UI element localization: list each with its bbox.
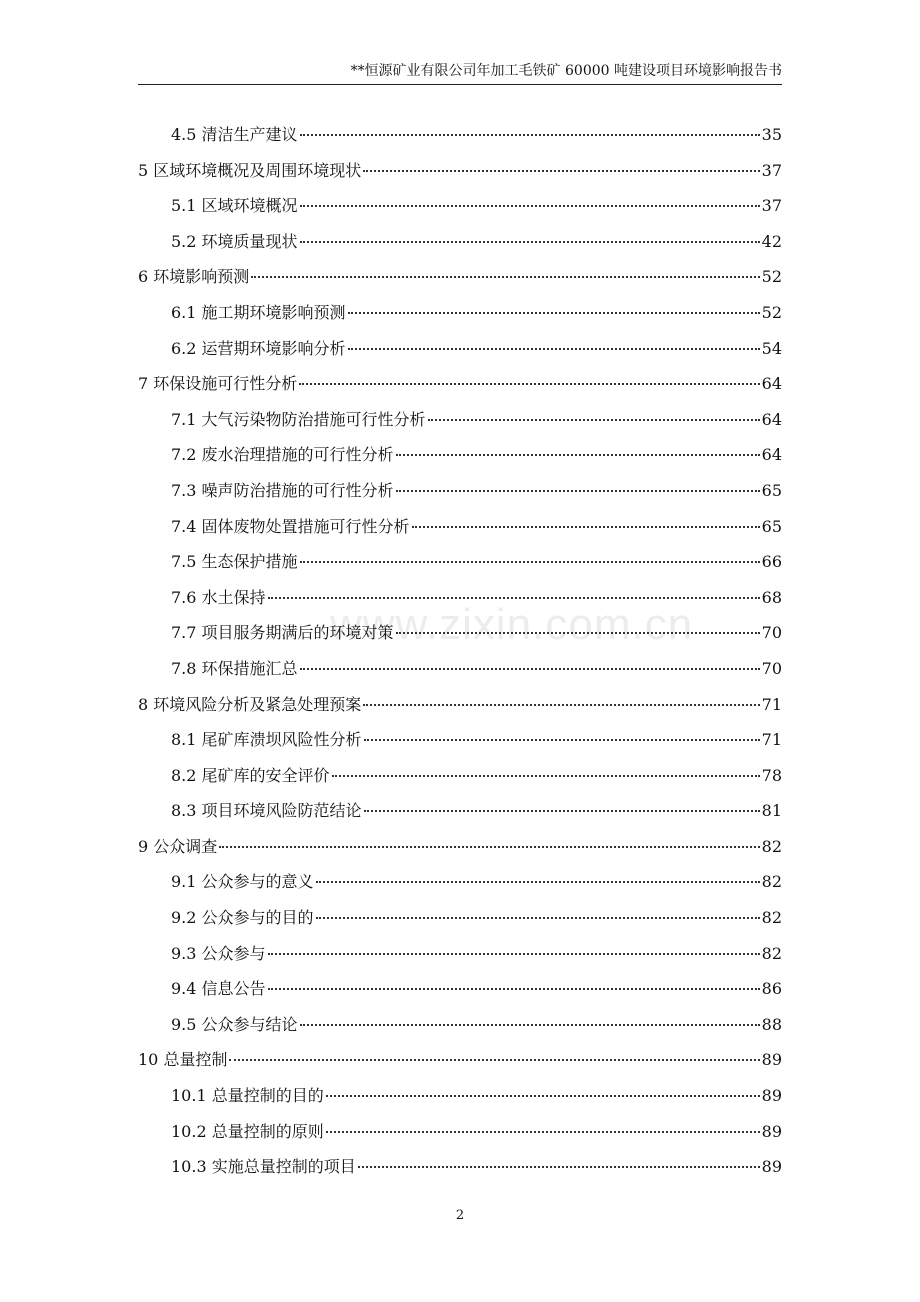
- toc-entry[interactable]: [138, 651, 782, 687]
- toc-entry-page: 82: [761, 908, 782, 928]
- toc-entry-page: 37: [761, 196, 782, 216]
- toc-entry-title: 9.4 信息公告: [171, 979, 266, 999]
- toc-entry-title: 10.2 总量控制的原则: [171, 1121, 324, 1141]
- toc-entry-title: 5.2 环境质量现状: [171, 231, 298, 251]
- watermark: www.zixin.com.cn: [330, 600, 694, 649]
- toc-entry-title: 7.2 废水治理措施的可行性分析: [171, 445, 394, 465]
- toc-dot-leader: [300, 1024, 760, 1026]
- toc-entry-page: 82: [761, 872, 782, 892]
- toc-dot-leader: [364, 739, 760, 741]
- toc-entry-title: 9.2 公众参与的目的: [171, 908, 314, 928]
- toc-dot-leader: [268, 597, 760, 599]
- toc-dot-leader: [348, 348, 760, 350]
- toc-dot-leader: [251, 276, 759, 278]
- toc-entry-title: 10.3 实施总量控制的项目: [171, 1157, 356, 1177]
- toc-entry-title: 7.8 环保措施汇总: [171, 658, 298, 678]
- toc-entry-title: 9.1 公众参与的意义: [171, 872, 314, 892]
- toc-entry-page: 89: [761, 1086, 782, 1106]
- toc-entry[interactable]: [138, 971, 782, 1007]
- toc-entry[interactable]: [138, 331, 782, 367]
- toc-entry-title: 10.1 总量控制的目的: [171, 1086, 324, 1106]
- toc-entry-page: 86: [761, 979, 782, 999]
- toc-dot-leader: [396, 454, 760, 456]
- toc-entry[interactable]: [138, 1078, 782, 1114]
- toc-entry[interactable]: [138, 829, 782, 865]
- toc-dot-leader: [268, 988, 760, 990]
- toc-entry[interactable]: [138, 366, 782, 402]
- toc-dot-leader: [358, 1166, 760, 1168]
- toc-entry-title: 7.6 水土保持: [171, 587, 266, 607]
- toc-dot-leader: [396, 490, 760, 492]
- toc-entry-page: 35: [761, 125, 782, 144]
- toc-dot-leader: [316, 917, 760, 919]
- toc-dot-leader: [300, 205, 760, 207]
- toc-entry-page: 88: [761, 1014, 782, 1034]
- toc-entry-page: 54: [761, 338, 782, 358]
- page-number: 2: [455, 1208, 465, 1223]
- toc-entry[interactable]: [138, 722, 782, 758]
- toc-dot-leader: [364, 810, 760, 812]
- toc-entry-page: 71: [761, 730, 782, 750]
- toc-entry[interactable]: [138, 544, 782, 580]
- toc-entry[interactable]: [138, 224, 782, 260]
- toc-entry-title: 8.1 尾矿库溃坝风险性分析: [171, 730, 362, 750]
- toc-entry[interactable]: [138, 295, 782, 331]
- toc-dot-leader: [363, 704, 759, 706]
- toc-dot-leader: [412, 526, 760, 528]
- toc-entry[interactable]: [138, 1007, 782, 1043]
- toc-entry-title: 6.1 施工期环境影响预测: [171, 302, 346, 322]
- toc-entry-page: 89: [761, 1157, 782, 1177]
- toc-entry[interactable]: [138, 864, 782, 900]
- toc-entry-title: 7.1 大气污染物防治措施可行性分析: [171, 409, 426, 429]
- toc-entry[interactable]: [138, 188, 782, 224]
- toc-dot-leader: [396, 632, 760, 634]
- toc-entry-title: 9 公众调查: [138, 836, 218, 856]
- toc-entry-title: 10 总量控制: [138, 1050, 228, 1070]
- toc-entry-title: 5 区域环境概况及周围环境现状: [138, 160, 362, 180]
- toc-entry-page: 52: [761, 302, 782, 322]
- toc-entry[interactable]: [138, 793, 782, 829]
- toc-entry[interactable]: [138, 509, 782, 545]
- toc-entry-title: 7.7 项目服务期满后的环境对策: [171, 623, 394, 643]
- page-header: **恒源矿业有限公司年加工毛铁矿 60000 吨建设项目环境影响报告书: [138, 62, 782, 85]
- toc-entry[interactable]: [138, 259, 782, 295]
- toc-entry-page: 65: [761, 516, 782, 536]
- toc-entry-title: 5.1 区域环境概况: [171, 196, 298, 216]
- toc-dot-leader: [326, 1095, 760, 1097]
- toc-entry[interactable]: [138, 473, 782, 509]
- toc-entry-title: 7.3 噪声防治措施的可行性分析: [171, 480, 394, 500]
- toc-entry[interactable]: [138, 1042, 782, 1078]
- toc-entry-page: 42: [761, 231, 782, 251]
- toc-dot-leader: [299, 383, 759, 385]
- toc-entry-page: 70: [761, 658, 782, 678]
- toc-entry-page: 70: [761, 623, 782, 643]
- toc-entry-page: 64: [761, 445, 782, 465]
- toc-dot-leader: [300, 561, 760, 563]
- toc-dot-leader: [363, 170, 759, 172]
- toc-entry-title: 8.3 项目环境风险防范结论: [171, 801, 362, 821]
- toc-entry[interactable]: [138, 117, 782, 153]
- toc-entry[interactable]: [138, 580, 782, 616]
- toc-entry-page: 78: [761, 765, 782, 785]
- toc-entry-title: 8.2 尾矿库的安全评价: [171, 765, 330, 785]
- toc-dot-leader: [229, 1059, 759, 1061]
- toc-entry[interactable]: [138, 153, 782, 189]
- toc-entry-title: 7.4 固体废物处置措施可行性分析: [171, 516, 410, 536]
- toc-dot-leader: [300, 134, 760, 136]
- toc-entry-page: 71: [761, 694, 782, 714]
- toc-entry[interactable]: [138, 936, 782, 972]
- toc-entry[interactable]: [138, 900, 782, 936]
- toc-entry[interactable]: [138, 1114, 782, 1150]
- table-of-contents: [138, 117, 782, 1185]
- toc-dot-leader: [300, 668, 760, 670]
- toc-dot-leader: [326, 1131, 760, 1133]
- toc-entry-page: 66: [761, 552, 782, 572]
- toc-entry-page: 82: [761, 836, 782, 856]
- toc-entry[interactable]: [138, 615, 782, 651]
- toc-dot-leader: [268, 953, 760, 955]
- toc-entry[interactable]: [138, 687, 782, 723]
- toc-entry-page: 37: [761, 160, 782, 180]
- toc-entry-page: 65: [761, 480, 782, 500]
- toc-entry[interactable]: [138, 402, 782, 438]
- toc-entry-page: 81: [761, 801, 782, 821]
- toc-entry-title: 6.2 运营期环境影响分析: [171, 338, 346, 358]
- toc-entry-title: 8 环境风险分析及紧急处理预案: [138, 694, 362, 714]
- toc-entry-page: 89: [761, 1121, 782, 1141]
- toc-entry-page: 89: [761, 1050, 782, 1070]
- toc-entry-page: 68: [761, 587, 782, 607]
- toc-dot-leader: [219, 846, 759, 848]
- toc-dot-leader: [300, 241, 760, 243]
- toc-entry-page: 52: [761, 267, 782, 287]
- toc-entry[interactable]: [138, 437, 782, 473]
- toc-entry[interactable]: [138, 1149, 782, 1185]
- toc-entry-page: 64: [761, 409, 782, 429]
- toc-entry-page: 64: [761, 374, 782, 394]
- toc-entry-title: 6 环境影响预测: [138, 267, 250, 287]
- toc-entry-title: 4.5 清洁生产建议: [171, 125, 298, 144]
- toc-entry-page: 82: [761, 943, 782, 963]
- toc-entry[interactable]: [138, 758, 782, 794]
- toc-entry-title: 7.5 生态保护措施: [171, 552, 298, 572]
- toc-entry-title: 9.3 公众参与: [171, 943, 266, 963]
- toc-dot-leader: [348, 312, 760, 314]
- toc-entry-title: 7 环保设施可行性分析: [138, 374, 298, 394]
- toc-entry-title: 9.5 公众参与结论: [171, 1014, 298, 1034]
- toc-dot-leader: [428, 419, 760, 421]
- toc-dot-leader: [316, 881, 760, 883]
- toc-dot-leader: [332, 775, 760, 777]
